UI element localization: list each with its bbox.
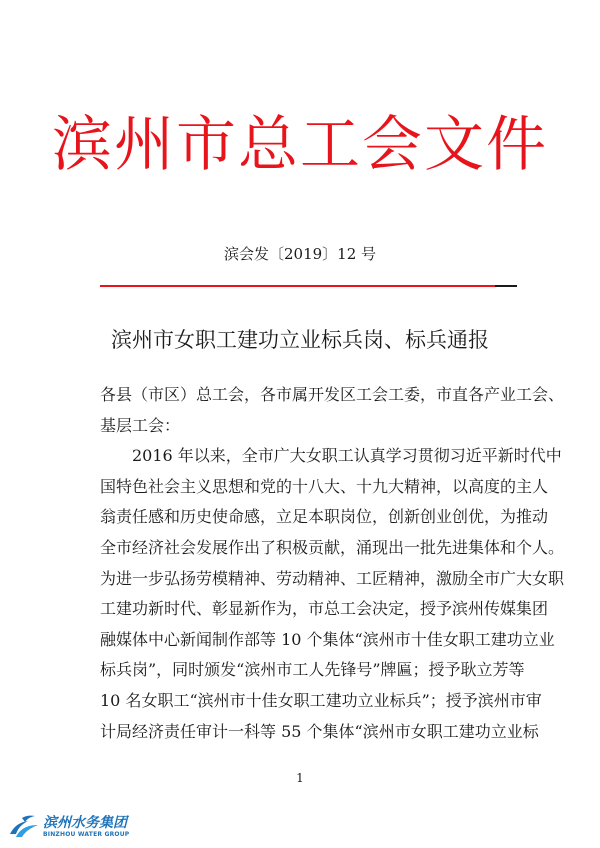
body-line: 工建功新时代、彰显新作为，市总工会决定，授予滨州传媒集团 — [100, 599, 549, 619]
logo-cn-text: 滨州水务集团 — [43, 815, 127, 831]
red-divider-line — [100, 285, 495, 287]
body-line: 各县（市区）总工会，各市属开发区工会工委，市直各产业工会、 — [100, 385, 565, 404]
body-line: 2016 年以来，全市广大女职工认真学习贯彻习近平新时代中 — [100, 446, 562, 466]
body-line: 为进一步弘扬劳模精神、劳动精神、工匠精神，激励全市广大女职 — [100, 568, 565, 588]
notice-title: 滨州市女职工建功立业标兵岗、标兵通报 — [111, 328, 489, 352]
body-line: 翁责任感和历史使命感，立足本职岗位，创新创业创优，为推动 — [100, 507, 549, 527]
body-line: 全市经济社会发展作出了积极贡献，涌现出一批先进集体和个人。 — [100, 537, 565, 557]
body-text — [100, 380, 565, 747]
water-drop-logo-icon — [8, 814, 40, 840]
body-line: 基层工会： — [100, 415, 181, 435]
body-line: 计局经济责任审计一科等 55 个集体“滨州市女职工建功立业标 — [100, 721, 539, 741]
page-number: 1 — [296, 771, 304, 785]
document-number: 滨会发〔2019〕12 号 — [223, 245, 377, 263]
document-header-title: 滨州市总工会文件 — [52, 110, 548, 180]
body-line: 10 名女职工“滨州市十佳女职工建功立业标兵”；授予滨州市审 — [100, 690, 542, 710]
body-line: 国特色社会主义思想和党的十八大、十九大精神，以高度的主人 — [100, 476, 549, 496]
body-line: 标兵岗”，同时颁发“滨州市工人先锋号”牌匾；授予耿立芳等 — [100, 660, 525, 680]
logo-en-text: BINZHOU WATER GROUP — [43, 831, 130, 838]
body-line: 融媒体中心新闻制作部等 10 个集体“滨州市十佳女职工建功立业 — [100, 629, 555, 649]
company-logo — [8, 812, 129, 842]
divider-tail — [495, 285, 517, 287]
